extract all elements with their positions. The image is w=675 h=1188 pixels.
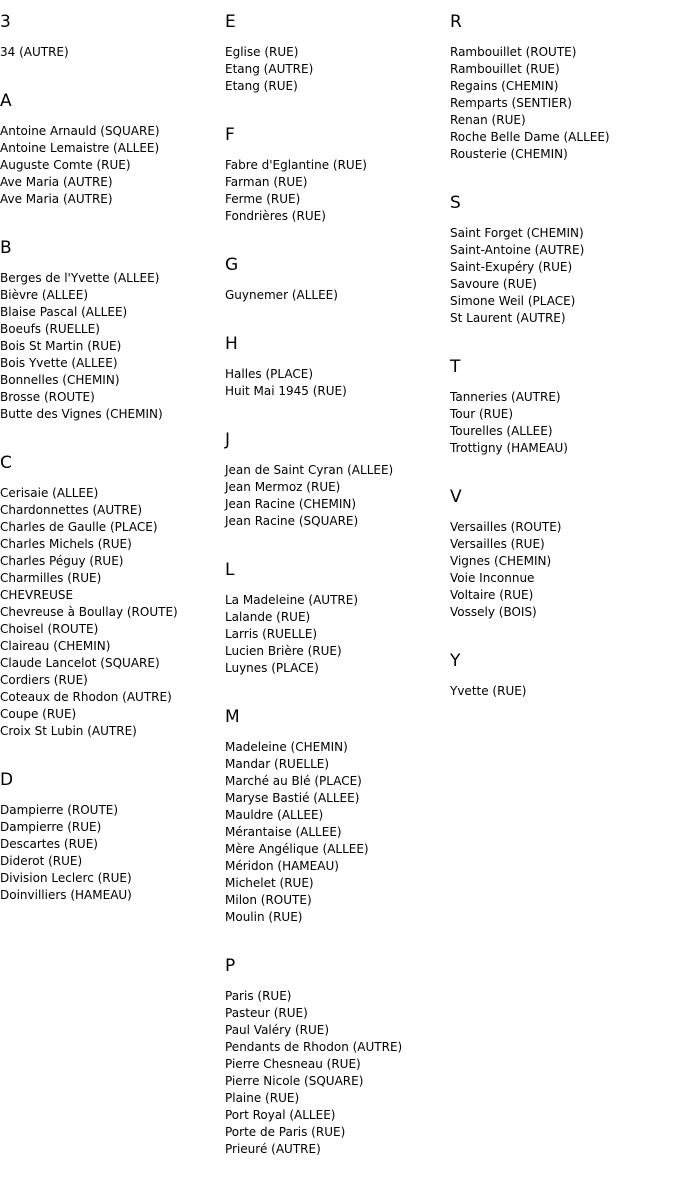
letter-section-p: [225, 956, 445, 1158]
street-link[interactable]: Charmilles (RUE): [0, 571, 102, 585]
street-link[interactable]: 34 (AUTRE): [0, 45, 69, 59]
street-link[interactable]: Renan (RUE): [450, 113, 526, 127]
street-list: [450, 683, 670, 700]
street-link[interactable]: Trottigny (HAMEAU): [450, 441, 568, 455]
letter-heading: A: [0, 91, 12, 111]
street-list: [225, 462, 445, 530]
street-link[interactable]: Voie Inconnue: [450, 571, 535, 585]
street-link[interactable]: Butte des Vignes (CHEMIN): [0, 407, 163, 421]
street-link[interactable]: Etang (RUE): [225, 79, 298, 93]
letter-heading: M: [225, 707, 240, 727]
street-link[interactable]: Regains (CHEMIN): [450, 79, 559, 93]
street-link[interactable]: Mérantaise (ALLEE): [225, 825, 342, 839]
street-link[interactable]: Croix St Lubin (AUTRE): [0, 724, 137, 738]
street-link[interactable]: Remparts (SENTIER): [450, 96, 572, 110]
street-list: [225, 366, 445, 400]
letter-heading: R: [450, 12, 462, 32]
street-link[interactable]: Mauldre (ALLEE): [225, 808, 324, 822]
street-link[interactable]: Auguste Comte (RUE): [0, 158, 131, 172]
street-link[interactable]: Voltaire (RUE): [450, 588, 534, 602]
letter-heading: J: [225, 430, 231, 450]
street-link[interactable]: Méridon (HAMEAU): [225, 859, 339, 873]
street-link[interactable]: Pierre Chesneau (RUE): [225, 1057, 361, 1071]
street-list: [225, 592, 445, 677]
street-link[interactable]: Moulin (RUE): [225, 910, 303, 924]
street-link[interactable]: Boeufs (RUELLE): [0, 322, 100, 336]
street-list: [0, 44, 220, 61]
letter-heading: Y: [450, 651, 461, 671]
street-link[interactable]: Division Leclerc (RUE): [0, 871, 132, 885]
street-column-1: [0, 12, 220, 934]
street-link[interactable]: Antoine Lemaistre (ALLEE): [0, 141, 160, 155]
street-link[interactable]: Eglise (RUE): [225, 45, 299, 59]
street-link[interactable]: Versailles (ROUTE): [450, 520, 562, 534]
street-link[interactable]: Bois Yvette (ALLEE): [0, 356, 118, 370]
street-link[interactable]: Fondrières (RUE): [225, 209, 326, 223]
street-list: [450, 225, 670, 327]
street-link[interactable]: Cordiers (RUE): [0, 673, 88, 687]
street-link[interactable]: Bièvre (ALLEE): [0, 288, 89, 302]
street-list: [0, 270, 220, 423]
letter-section-t: [450, 357, 670, 457]
street-link[interactable]: Savoure (RUE): [450, 277, 537, 291]
street-link[interactable]: Doinvilliers (HAMEAU): [0, 888, 132, 902]
letter-heading: D: [0, 770, 14, 790]
street-link[interactable]: Port Royal (ALLEE): [225, 1108, 336, 1122]
street-link[interactable]: Vignes (CHEMIN): [450, 554, 552, 568]
letter-heading: P: [225, 956, 236, 976]
street-link[interactable]: Rambouillet (ROUTE): [450, 45, 577, 59]
letter-heading: T: [450, 357, 461, 377]
street-link[interactable]: Guynemer (ALLEE): [225, 288, 338, 302]
letter-section-v: [450, 487, 670, 621]
street-link[interactable]: Descartes (RUE): [0, 837, 98, 851]
street-link[interactable]: Bois St Martin (RUE): [0, 339, 122, 353]
street-link[interactable]: Lalande (RUE): [225, 610, 311, 624]
street-link[interactable]: Charles Péguy (RUE): [0, 554, 124, 568]
street-link[interactable]: Paris (RUE): [225, 989, 292, 1003]
street-link[interactable]: Saint Forget (CHEMIN): [450, 226, 584, 240]
street-link[interactable]: Etang (AUTRE): [225, 62, 314, 76]
street-link[interactable]: Ave Maria (AUTRE): [0, 192, 113, 206]
letter-section-d: [0, 770, 220, 904]
street-link[interactable]: St Laurent (AUTRE): [450, 311, 566, 325]
street-link[interactable]: Tour (RUE): [450, 407, 514, 421]
street-link[interactable]: Jean Mermoz (RUE): [225, 480, 341, 494]
street-link[interactable]: Halles (PLACE): [225, 367, 314, 381]
street-link[interactable]: Berges de l'Yvette (ALLEE): [0, 271, 160, 285]
street-list: [450, 389, 670, 457]
street-link[interactable]: Prieuré (AUTRE): [225, 1142, 321, 1156]
street-link[interactable]: Dampierre (RUE): [0, 820, 102, 834]
street-link[interactable]: Vossely (BOIS): [450, 605, 537, 619]
street-link[interactable]: Saint-Antoine (AUTRE): [450, 243, 585, 257]
letter-section-l: [225, 560, 445, 677]
letter-heading: E: [225, 12, 236, 32]
street-link[interactable]: Porte de Paris (RUE): [225, 1125, 346, 1139]
street-link[interactable]: Jean Racine (CHEMIN): [225, 497, 357, 511]
street-link[interactable]: Chardonnettes (AUTRE): [0, 503, 143, 517]
street-link[interactable]: Ferme (RUE): [225, 192, 301, 206]
letter-heading: G: [225, 255, 239, 275]
street-link[interactable]: Dampierre (ROUTE): [0, 803, 119, 817]
street-link[interactable]: Choisel (ROUTE): [0, 622, 99, 636]
letter-section-y: [450, 651, 670, 700]
street-link[interactable]: Chevreuse à Boullay (ROUTE): [0, 605, 178, 619]
street-link[interactable]: Claireau (CHEMIN): [0, 639, 111, 653]
street-list: [225, 739, 445, 926]
letter-heading: L: [225, 560, 235, 580]
street-link[interactable]: Paul Valéry (RUE): [225, 1023, 330, 1037]
letter-section-3: [0, 12, 220, 61]
street-link[interactable]: Jean de Saint Cyran (ALLEE): [225, 463, 394, 477]
street-link[interactable]: Mère Angélique (ALLEE): [225, 842, 369, 856]
letter-section-a: [0, 91, 220, 208]
street-link[interactable]: Milon (ROUTE): [225, 893, 312, 907]
letter-heading: B: [0, 238, 12, 258]
street-link[interactable]: Blaise Pascal (ALLEE): [0, 305, 128, 319]
street-list: [225, 44, 445, 95]
street-link[interactable]: Michelet (RUE): [225, 876, 314, 890]
street-link[interactable]: Bonnelles (CHEMIN): [0, 373, 120, 387]
letter-section-h: [225, 334, 445, 400]
street-link[interactable]: Charles Michels (RUE): [0, 537, 132, 551]
street-list: [0, 123, 220, 208]
street-link[interactable]: Tanneries (AUTRE): [450, 390, 561, 404]
street-list: [0, 802, 220, 904]
letter-section-m: [225, 707, 445, 926]
street-link[interactable]: CHEVREUSE: [0, 588, 74, 602]
street-link[interactable]: Rousterie (CHEMIN): [450, 147, 568, 161]
street-link[interactable]: Fabre d'Eglantine (RUE): [225, 158, 367, 172]
street-link[interactable]: Plaine (RUE): [225, 1091, 300, 1105]
street-link[interactable]: Versailles (RUE): [450, 537, 545, 551]
letter-section-s: [450, 193, 670, 327]
street-column-2: [225, 12, 445, 1188]
street-list: [0, 485, 220, 740]
street-link[interactable]: Roche Belle Dame (ALLEE): [450, 130, 610, 144]
letter-heading: 3: [0, 12, 11, 32]
letter-heading: C: [0, 453, 12, 473]
letter-section-r: [450, 12, 670, 163]
street-link[interactable]: Huit Mai 1945 (RUE): [225, 384, 347, 398]
street-link[interactable]: Rambouillet (RUE): [450, 62, 560, 76]
street-link[interactable]: Saint-Exupéry (RUE): [450, 260, 573, 274]
street-link[interactable]: Marché au Blé (PLACE): [225, 774, 362, 788]
street-link[interactable]: Larris (RUELLE): [225, 627, 318, 641]
street-link[interactable]: Luynes (PLACE): [225, 661, 319, 675]
street-link[interactable]: Yvette (RUE): [450, 684, 527, 698]
letter-section-g: [225, 255, 445, 304]
street-list: [450, 44, 670, 163]
street-link[interactable]: Pasteur (RUE): [225, 1006, 308, 1020]
street-link[interactable]: Coupe (RUE): [0, 707, 77, 721]
street-list: [225, 988, 445, 1158]
street-link[interactable]: Antoine Arnauld (SQUARE): [0, 124, 160, 138]
street-link[interactable]: Madeleine (CHEMIN): [225, 740, 348, 754]
street-list: [225, 287, 445, 304]
letter-section-j: [225, 430, 445, 530]
street-link[interactable]: Charles de Gaulle (PLACE): [0, 520, 158, 534]
letter-section-b: [0, 238, 220, 423]
street-link[interactable]: Ave Maria (AUTRE): [0, 175, 113, 189]
street-link[interactable]: Simone Weil (PLACE): [450, 294, 576, 308]
street-link[interactable]: Farman (RUE): [225, 175, 308, 189]
letter-heading: V: [450, 487, 462, 507]
street-link[interactable]: Lucien Brière (RUE): [225, 644, 342, 658]
letter-heading: S: [450, 193, 461, 213]
street-link[interactable]: Diderot (RUE): [0, 854, 83, 868]
letter-section-e: [225, 12, 445, 95]
street-link[interactable]: Brosse (ROUTE): [0, 390, 95, 404]
street-list: [450, 519, 670, 621]
street-link[interactable]: Claude Lancelot (SQUARE): [0, 656, 160, 670]
street-link[interactable]: La Madeleine (AUTRE): [225, 593, 359, 607]
street-list: [225, 157, 445, 225]
street-link[interactable]: Cerisaie (ALLEE): [0, 486, 99, 500]
street-link[interactable]: Pendants de Rhodon (AUTRE): [225, 1040, 403, 1054]
letter-section-f: [225, 125, 445, 225]
street-column-3: [450, 12, 670, 730]
street-link[interactable]: Pierre Nicole (SQUARE): [225, 1074, 364, 1088]
street-link[interactable]: Mandar (RUELLE): [225, 757, 330, 771]
letter-heading: F: [225, 125, 235, 145]
street-link[interactable]: Tourelles (ALLEE): [450, 424, 553, 438]
letter-heading: H: [225, 334, 238, 354]
street-link[interactable]: Jean Racine (SQUARE): [225, 514, 359, 528]
letter-section-c: [0, 453, 220, 740]
street-link[interactable]: Coteaux de Rhodon (AUTRE): [0, 690, 172, 704]
street-link[interactable]: Maryse Bastié (ALLEE): [225, 791, 360, 805]
